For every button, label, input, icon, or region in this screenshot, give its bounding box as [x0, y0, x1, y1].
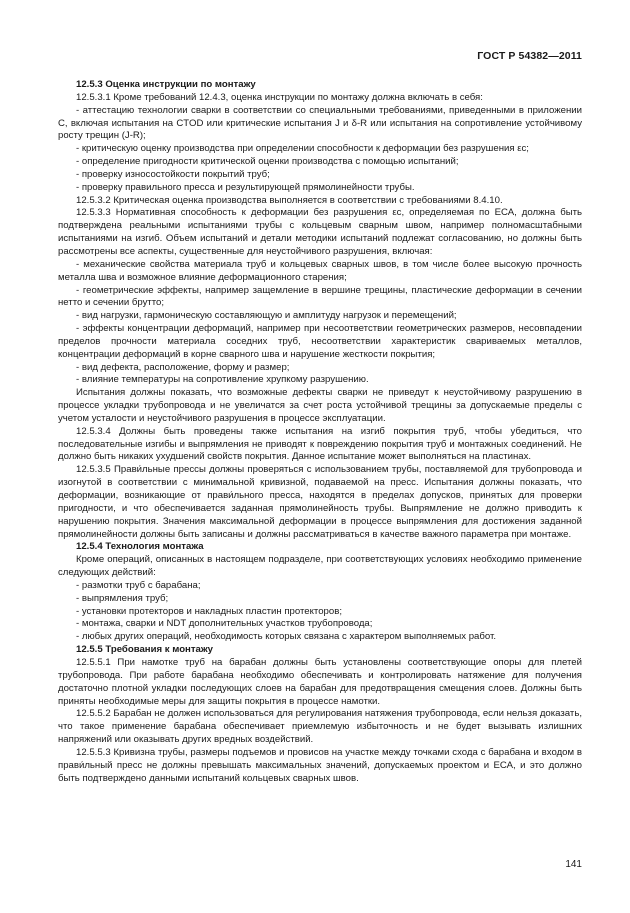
- paragraph: 12.5.3.2 Критическая оценка производства выполняется в соответствии с требованиями 8.4.10.: [76, 194, 503, 206]
- list-item: - аттестацию технологии сварки в соответствии со специальными требованиями, приведенными в приложении С, включая испытания на CTOD или критические испытания J и δ-R или испытания на сопротивление устойчивому росту трещин (J-R);: [58, 104, 582, 142]
- paragraph: 12.5.5.3 Кривизна трубы, размеры подъемов и провисов на участке между точками схода с барабана и входом в прави́льный пресс не должны превышать максимальных значений, допускаемых проектом и ЕСА, и это должно быть подтверждено данными испытаний кольцевых сварных швов.: [58, 746, 582, 784]
- list-item: - влияние температуры на сопротивление хрупкому разрушению.: [76, 374, 369, 386]
- paragraph: 12.5.3.5 Прави́льные прессы должны проверяться с использованием трубы, поставляемой для трубопровода и изогнутой в соответствии с минимальной кривизной, подаваемой на пресс. Испытания должны показать, что деформации, возникающие от прави́льного пресса, находятся в пределах допусков, принятых для проверки пригодности, и что обеспечивается заданная прямолинейность трубы. Выпрямление не должно приводить к нарушению покрытия. Значения максимальной деформации в процессе выпрямления для достижения заданной прямолинейности должны быть записаны и должны рассматриваться в качестве важного параметра при монтаже.: [58, 464, 582, 540]
- paragraph: 12.5.3.4 Должны быть проведены также испытания на изгиб покрытия труб, чтобы убедиться, что последовательные изгибы и выпрямления не приводят к повреждению покрытия труб и монтажных соединений. Не должно быть никаких ухудшений свойств покрытия. Данное испытание может выполняться на пластинах.: [58, 425, 582, 463]
- paragraph: 12.5.3.3 Нормативная способность к деформации без разрушения εc, определяемая по ЕСА, должна быть подтверждена реальными испытаниями трубы с кольцевым сварным швом, например полномасштабными испытаниями на изгиб. Объем испытаний и детали методики испытаний подлежат согласованию, но должны быть рассмотрены все аспекты, существенные для неустойчивого разрушения, включая:: [58, 207, 582, 257]
- list-item: - любых других операций, необходимость которых связана с характером выполняемых работ.: [76, 631, 496, 643]
- list-item: - монтажа, сварки и NDT дополнительных участков трубопровода;: [76, 618, 373, 630]
- list-item: - критическую оценку производства при определении способности к деформации без разрушения εc;: [76, 143, 529, 155]
- list-item: - установки протекторов и накладных пластин протекторов;: [76, 605, 342, 617]
- list-item: - размотки труб с барабана;: [76, 579, 201, 591]
- page-body: [58, 79, 582, 785]
- list-item: - выпрямления труб;: [76, 592, 169, 604]
- standard-header: ГОСТ Р 54382—2011: [477, 50, 582, 62]
- paragraph: Испытания должны показать, что возможные дефекты сварки не приведут к неустойчивому разрушению в процессе укладки трубопровода и не увеличатся за счет роста устойчивой трещины за допускаемые пределы с учетом усталости и неустойчивого разрушения в процессе эксплуатации.: [58, 387, 582, 424]
- page-number: 141: [565, 859, 582, 870]
- list-item: - проверку правильного пресса и результирующей прямолинейности трубы.: [76, 181, 415, 193]
- paragraph: 12.5.3.1 Кроме требований 12.4.3, оценка инструкции по монтажу должна включать в себя:: [76, 91, 483, 103]
- list-item: - вид дефекта, расположение, форму и размер;: [76, 361, 290, 373]
- list-item: - определение пригодности критической оценки производства с помощью испытаний;: [76, 156, 459, 168]
- paragraph: 12.5.5.1 При намотке труб на барабан должны быть установлены соответствующие опоры для плетей трубопровода. При работе барабана необходимо обеспечивать и контролировать натяжение для получения достаточно плотной укладки последующих слоев на барабан для предотвращения смещения слоев. Должны быть приняты необходимые меры для защиты покрытия в процессе намотки.: [58, 656, 582, 707]
- section-heading: 12.5.3 Оценка инструкции по монтажу: [76, 79, 256, 90]
- list-item: - эффекты концентрации деформаций, например при несоответствии геометрических размеров, несовпадении пределов прочности материала соседних труб, несоответствии характеристик свариваемых металлов, концентрации деформаций в корне сварного шва и нарушение жесткости покрытия;: [58, 323, 582, 360]
- paragraph: 12.5.5.2 Барабан не должен использоваться для регулирования натяжения трубопровода, если нельзя доказать, что такое применение барабана обеспечивает приемлемую избыточность и не будет вызывать излишних напряжений или оказывать других вредных воздействий.: [58, 708, 582, 746]
- section-heading: 12.5.5 Требования к монтажу: [76, 644, 214, 656]
- paragraph: Кроме операций, описанных в настоящем подразделе, при соответствующих условиях необходимо применение следующих действий:: [58, 554, 582, 579]
- list-item: - механические свойства материала труб и кольцевых сварных швов, в том числе более высокую прочность металла шва и возможное влияние деформационного старения;: [58, 258, 582, 283]
- list-item: - геометрические эффекты, например защемление в вершине трещины, пластические деформации в сечении нетто и сечении брутто;: [58, 284, 582, 309]
- section-heading: 12.5.4 Технология монтажа: [76, 541, 204, 553]
- list-item: - проверку износостойкости покрытий труб;: [76, 168, 270, 180]
- list-item: - вид нагрузки, гармоническую составляющую и амплитуду нагрузок и перемещений;: [76, 310, 457, 322]
